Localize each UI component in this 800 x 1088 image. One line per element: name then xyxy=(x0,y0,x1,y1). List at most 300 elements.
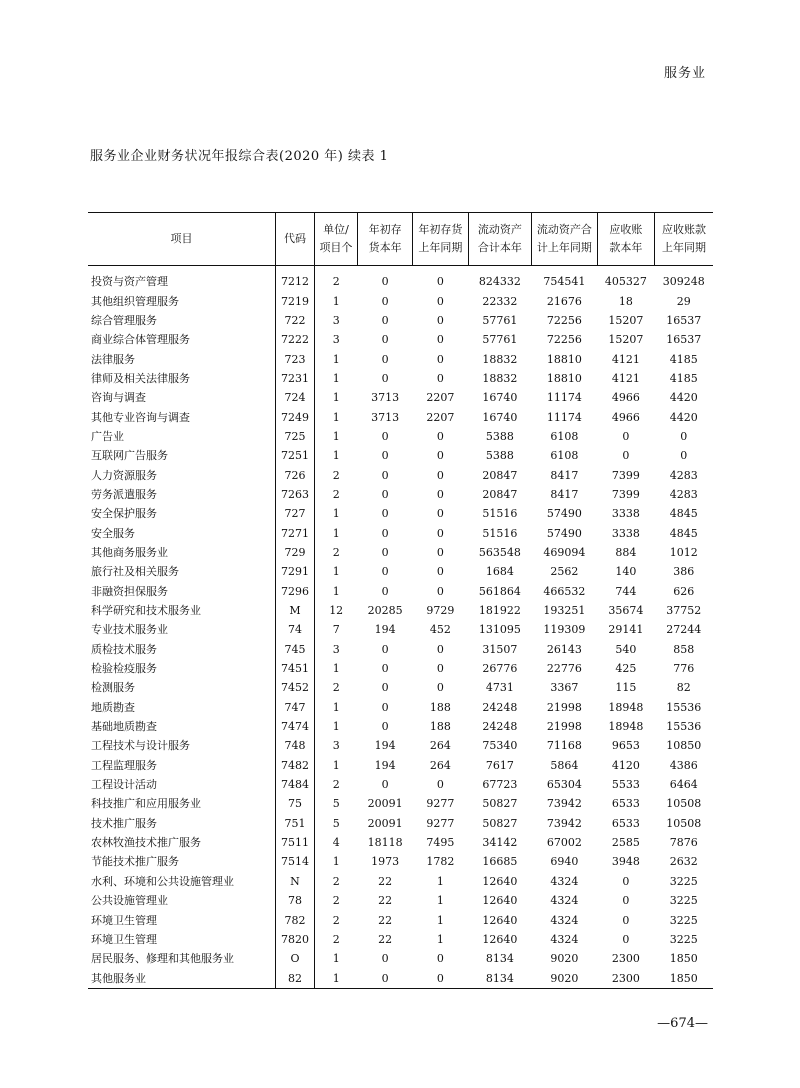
cell-unit-count: 1 xyxy=(314,562,357,581)
table-row xyxy=(88,330,713,349)
cell-inventory-prev: 1 xyxy=(436,913,444,927)
cell-unit-count: 7 xyxy=(314,620,357,639)
cell-inventory-prev: 1 xyxy=(436,894,444,908)
header-inventory-prev xyxy=(413,213,468,266)
cell-code: 78 xyxy=(276,891,315,910)
cell-inventory-prev: 2207 xyxy=(426,410,455,424)
cell-unit-count: 5 xyxy=(314,814,357,833)
cell-unit-count: 1 xyxy=(314,291,357,310)
cell-current-assets-prev: 4324 xyxy=(550,932,579,946)
cell-inventory-prev: 0 xyxy=(436,662,444,676)
cell-current-assets-prev: 57490 xyxy=(546,526,582,540)
cell-code: 7212 xyxy=(276,266,315,292)
cell-current-assets: 12640 xyxy=(482,894,518,908)
financial-table xyxy=(88,212,713,989)
table-row xyxy=(88,968,713,988)
cell-receivables-prev: 7876 xyxy=(669,836,698,850)
cell-unit-count: 5 xyxy=(314,794,357,813)
cell-receivables-prev: 10850 xyxy=(666,739,702,753)
cell-receivables-prev: 15536 xyxy=(666,720,702,734)
table-row xyxy=(88,311,713,330)
cell-inventory-prev: 0 xyxy=(436,313,444,327)
table-row xyxy=(88,930,713,949)
cell-code: 7452 xyxy=(276,678,315,697)
cell-receivables: 3948 xyxy=(611,855,640,869)
cell-item-name: 地质勘查 xyxy=(91,700,135,714)
cell-unit-count: 2 xyxy=(314,910,357,929)
cell-receivables-prev: 4845 xyxy=(669,526,698,540)
header-ca-cur-line1: 流动资产 xyxy=(477,223,522,236)
cell-inventory-prev: 264 xyxy=(429,739,451,753)
header-unit-count xyxy=(314,213,357,266)
cell-current-assets: 5388 xyxy=(485,449,514,463)
table-row xyxy=(88,736,713,755)
table-row xyxy=(88,504,713,523)
cell-receivables-prev: 1850 xyxy=(669,952,698,966)
cell-receivables-prev: 4386 xyxy=(669,758,698,772)
running-head: 服务业 xyxy=(663,66,706,81)
cell-code: M xyxy=(276,601,315,620)
cell-receivables-prev: 1012 xyxy=(669,545,698,559)
cell-current-assets: 7617 xyxy=(485,758,514,772)
header-ca-cur-line2: 合计本年 xyxy=(477,241,522,254)
cell-receivables: 35674 xyxy=(608,604,644,618)
cell-inventory-begin: 1973 xyxy=(371,855,400,869)
cell-inventory-begin: 3713 xyxy=(371,410,400,424)
cell-inventory-prev: 0 xyxy=(436,507,444,521)
cell-current-assets: 51516 xyxy=(482,507,518,521)
cell-receivables-prev: 15536 xyxy=(666,700,702,714)
cell-inventory-begin: 0 xyxy=(381,584,389,598)
cell-current-assets: 18832 xyxy=(482,371,518,385)
cell-receivables: 540 xyxy=(615,642,637,656)
table-header xyxy=(88,213,713,266)
cell-unit-count: 2 xyxy=(314,485,357,504)
cell-current-assets-prev: 18810 xyxy=(546,352,582,366)
cell-inventory-begin: 22 xyxy=(378,874,393,888)
cell-unit-count: 1 xyxy=(314,369,357,388)
cell-code: 7482 xyxy=(276,756,315,775)
header-receivables-prev xyxy=(655,213,713,266)
cell-receivables-prev: 386 xyxy=(673,565,695,579)
cell-inventory-begin: 0 xyxy=(381,507,389,521)
cell-code: 782 xyxy=(276,910,315,929)
cell-inventory-begin: 0 xyxy=(381,526,389,540)
cell-unit-count: 3 xyxy=(314,330,357,349)
cell-unit-count: 3 xyxy=(314,640,357,659)
cell-code: 726 xyxy=(276,465,315,484)
cell-current-assets-prev: 22776 xyxy=(546,662,582,676)
cell-current-assets-prev: 2562 xyxy=(550,565,579,579)
cell-current-assets: 131095 xyxy=(478,623,521,637)
cell-code: 751 xyxy=(276,814,315,833)
table-row xyxy=(88,698,713,717)
cell-item-name: 基础地质勘查 xyxy=(91,720,157,734)
cell-inventory-begin: 20091 xyxy=(367,816,403,830)
table-row xyxy=(88,407,713,426)
cell-inventory-begin: 0 xyxy=(381,468,389,482)
cell-receivables-prev: 626 xyxy=(673,584,695,598)
cell-unit-count: 2 xyxy=(314,266,357,292)
cell-inventory-prev: 188 xyxy=(429,700,451,714)
cell-current-assets-prev: 8417 xyxy=(550,468,579,482)
table-row xyxy=(88,852,713,871)
cell-receivables-prev: 4185 xyxy=(669,352,698,366)
cell-current-assets: 16685 xyxy=(482,855,518,869)
cell-receivables: 5533 xyxy=(611,778,640,792)
cell-current-assets: 4731 xyxy=(485,681,514,695)
financial-table-container xyxy=(88,212,713,989)
cell-current-assets-prev: 8417 xyxy=(550,487,579,501)
cell-unit-count: 1 xyxy=(314,717,357,736)
cell-current-assets: 12640 xyxy=(482,874,518,888)
cell-unit-count: 2 xyxy=(314,678,357,697)
cell-item-name: 节能技术推广服务 xyxy=(91,855,179,869)
cell-inventory-begin: 0 xyxy=(381,371,389,385)
cell-receivables: 140 xyxy=(615,565,637,579)
cell-receivables: 6533 xyxy=(611,797,640,811)
cell-inventory-prev: 264 xyxy=(429,758,451,772)
cell-code: 7219 xyxy=(276,291,315,310)
cell-code: 7474 xyxy=(276,717,315,736)
cell-current-assets: 57761 xyxy=(482,313,518,327)
cell-current-assets: 24248 xyxy=(482,700,518,714)
cell-receivables-prev: 4845 xyxy=(669,507,698,521)
cell-code: 7514 xyxy=(276,852,315,871)
table-row xyxy=(88,659,713,678)
table-row xyxy=(88,620,713,639)
table-row xyxy=(88,794,713,813)
cell-current-assets-prev: 21998 xyxy=(546,700,582,714)
cell-current-assets: 824332 xyxy=(478,275,521,289)
table-row xyxy=(88,949,713,968)
cell-inventory-prev: 1 xyxy=(436,874,444,888)
cell-item-name: 其他组织管理服务 xyxy=(91,294,179,308)
cell-code: 727 xyxy=(276,504,315,523)
cell-current-assets: 20847 xyxy=(482,487,518,501)
cell-code: N xyxy=(276,872,315,891)
cell-inventory-prev: 0 xyxy=(436,778,444,792)
cell-unit-count: 2 xyxy=(314,930,357,949)
cell-item-name: 检测服务 xyxy=(91,681,135,695)
cell-current-assets-prev: 67002 xyxy=(546,836,582,850)
cell-inventory-begin: 22 xyxy=(378,913,393,927)
table-row xyxy=(88,910,713,929)
cell-code: 82 xyxy=(276,968,315,988)
table-row xyxy=(88,833,713,852)
header-ca-prev-line1: 流动资产合 xyxy=(536,223,592,236)
cell-current-assets: 57761 xyxy=(482,333,518,347)
cell-inventory-begin: 0 xyxy=(381,720,389,734)
cell-current-assets-prev: 73942 xyxy=(546,816,582,830)
cell-item-name: 技术推广服务 xyxy=(91,816,157,830)
cell-current-assets-prev: 72256 xyxy=(546,333,582,347)
cell-receivables-prev: 3225 xyxy=(669,874,698,888)
cell-item-name: 质检技术服务 xyxy=(91,642,157,656)
cell-inventory-prev: 1782 xyxy=(426,855,455,869)
cell-inventory-begin: 0 xyxy=(381,681,389,695)
table-row xyxy=(88,523,713,542)
cell-current-assets: 50827 xyxy=(482,797,518,811)
cell-receivables-prev: 4283 xyxy=(669,468,698,482)
cell-inventory-begin: 0 xyxy=(381,545,389,559)
cell-item-name: 其他服务业 xyxy=(91,971,146,985)
cell-unit-count: 1 xyxy=(314,446,357,465)
cell-receivables: 4120 xyxy=(611,758,640,772)
cell-code: 7231 xyxy=(276,369,315,388)
cell-item-name: 科学研究和技术服务业 xyxy=(91,604,201,618)
cell-item-name: 其他商务服务业 xyxy=(91,545,168,559)
cell-item-name: 水利、环境和公共设施管理业 xyxy=(91,874,234,888)
cell-receivables: 744 xyxy=(615,584,637,598)
cell-unit-count: 2 xyxy=(314,775,357,794)
cell-code: 7451 xyxy=(276,659,315,678)
cell-receivables-prev: 0 xyxy=(680,429,688,443)
cell-unit-count: 1 xyxy=(314,852,357,871)
cell-code: 745 xyxy=(276,640,315,659)
cell-receivables-prev: 3225 xyxy=(669,932,698,946)
cell-current-assets-prev: 4324 xyxy=(550,894,579,908)
cell-inventory-prev: 0 xyxy=(436,971,444,985)
cell-inventory-begin: 0 xyxy=(381,275,389,289)
cell-receivables: 18 xyxy=(618,294,633,308)
table-row xyxy=(88,291,713,310)
cell-inventory-begin: 0 xyxy=(381,352,389,366)
cell-current-assets: 8134 xyxy=(485,952,514,966)
cell-current-assets-prev: 57490 xyxy=(546,507,582,521)
cell-code: 7251 xyxy=(276,446,315,465)
cell-receivables: 4121 xyxy=(611,352,640,366)
table-row xyxy=(88,446,713,465)
cell-receivables-prev: 3225 xyxy=(669,894,698,908)
cell-current-assets-prev: 18810 xyxy=(546,371,582,385)
cell-receivables: 2300 xyxy=(611,971,640,985)
cell-inventory-prev: 0 xyxy=(436,429,444,443)
cell-code: 748 xyxy=(276,736,315,755)
header-code-label: 代码 xyxy=(283,232,306,245)
cell-code: 747 xyxy=(276,698,315,717)
cell-current-assets-prev: 11174 xyxy=(546,410,582,424)
cell-inventory-begin: 0 xyxy=(381,971,389,985)
cell-unit-count: 1 xyxy=(314,349,357,368)
cell-inventory-begin: 20285 xyxy=(367,604,403,618)
cell-current-assets: 34142 xyxy=(482,836,518,850)
cell-inventory-prev: 0 xyxy=(436,352,444,366)
cell-code: 729 xyxy=(276,543,315,562)
cell-unit-count: 2 xyxy=(314,465,357,484)
cell-inventory-prev: 9277 xyxy=(426,816,455,830)
cell-receivables-prev: 776 xyxy=(673,662,695,676)
cell-current-assets-prev: 6108 xyxy=(550,449,579,463)
cell-item-name: 人力资源服务 xyxy=(91,468,157,482)
table-row xyxy=(88,678,713,697)
cell-current-assets-prev: 26143 xyxy=(546,642,582,656)
cell-code: 7511 xyxy=(276,833,315,852)
cell-unit-count: 1 xyxy=(314,659,357,678)
cell-current-assets-prev: 469094 xyxy=(543,545,586,559)
cell-code: 7820 xyxy=(276,930,315,949)
cell-unit-count: 4 xyxy=(314,833,357,852)
cell-current-assets-prev: 21998 xyxy=(546,720,582,734)
header-item-label: 项目 xyxy=(170,232,193,245)
cell-item-name: 广告业 xyxy=(91,429,124,443)
cell-item-name: 检验检疫服务 xyxy=(91,662,157,676)
cell-inventory-prev: 0 xyxy=(436,681,444,695)
cell-current-assets: 1684 xyxy=(485,565,514,579)
cell-item-name: 互联网广告服务 xyxy=(91,449,168,463)
cell-inventory-prev: 2207 xyxy=(426,391,455,405)
cell-receivables-prev: 3225 xyxy=(669,913,698,927)
header-inventory-begin xyxy=(357,213,412,266)
header-current-assets xyxy=(468,213,532,266)
table-row xyxy=(88,640,713,659)
cell-receivables: 4966 xyxy=(611,410,640,424)
cell-inventory-prev: 9729 xyxy=(426,604,455,618)
cell-receivables: 7399 xyxy=(611,487,640,501)
cell-item-name: 公共设施管理业 xyxy=(91,894,168,908)
cell-receivables-prev: 16537 xyxy=(666,333,702,347)
cell-code: 722 xyxy=(276,311,315,330)
cell-receivables: 4121 xyxy=(611,371,640,385)
cell-receivables: 0 xyxy=(622,449,630,463)
cell-receivables-prev: 4420 xyxy=(669,410,698,424)
cell-current-assets-prev: 754541 xyxy=(543,275,586,289)
cell-receivables: 18948 xyxy=(608,720,644,734)
cell-current-assets-prev: 65304 xyxy=(546,778,582,792)
cell-receivables: 405327 xyxy=(604,275,647,289)
header-ar-prev-line2: 上年同期 xyxy=(662,241,707,254)
cell-current-assets: 22332 xyxy=(482,294,518,308)
table-row xyxy=(88,775,713,794)
cell-current-assets: 18832 xyxy=(482,352,518,366)
cell-code: 7291 xyxy=(276,562,315,581)
header-row xyxy=(88,213,713,266)
cell-item-name: 专业技术服务业 xyxy=(91,623,168,637)
cell-unit-count: 2 xyxy=(314,891,357,910)
cell-code: 7296 xyxy=(276,582,315,601)
cell-inventory-begin: 18118 xyxy=(367,836,403,850)
cell-unit-count: 1 xyxy=(314,968,357,988)
cell-receivables: 4966 xyxy=(611,391,640,405)
cell-item-name: 咨询与调查 xyxy=(91,391,146,405)
cell-inventory-prev: 0 xyxy=(436,584,444,598)
cell-item-name: 工程监理服务 xyxy=(91,758,157,772)
cell-item-name: 工程技术与设计服务 xyxy=(91,739,190,753)
header-code xyxy=(276,213,315,266)
cell-code: 723 xyxy=(276,349,315,368)
cell-receivables-prev: 29 xyxy=(676,294,691,308)
cell-receivables: 0 xyxy=(622,894,630,908)
cell-unit-count: 12 xyxy=(314,601,357,620)
table-row xyxy=(88,814,713,833)
cell-receivables: 3338 xyxy=(611,507,640,521)
header-ar-prev-line1: 应收账款 xyxy=(662,223,707,236)
table-row xyxy=(88,427,713,446)
cell-item-name: 法律服务 xyxy=(91,352,135,366)
cell-current-assets: 20847 xyxy=(482,468,518,482)
cell-item-name: 非融资担保服务 xyxy=(91,584,168,598)
cell-inventory-begin: 22 xyxy=(378,894,393,908)
table-row xyxy=(88,562,713,581)
cell-current-assets: 31507 xyxy=(482,642,518,656)
cell-receivables-prev: 2632 xyxy=(669,855,698,869)
cell-current-assets: 16740 xyxy=(482,391,518,405)
cell-unit-count: 1 xyxy=(314,582,357,601)
cell-unit-count: 2 xyxy=(314,543,357,562)
cell-item-name: 环境卫生管理 xyxy=(91,932,157,946)
cell-current-assets-prev: 3367 xyxy=(550,681,579,695)
cell-receivables: 884 xyxy=(615,545,637,559)
cell-unit-count: 1 xyxy=(314,949,357,968)
cell-receivables: 0 xyxy=(622,932,630,946)
cell-receivables: 425 xyxy=(615,662,637,676)
table-row xyxy=(88,369,713,388)
cell-current-assets: 51516 xyxy=(482,526,518,540)
cell-inventory-prev: 7495 xyxy=(426,836,455,850)
table-row xyxy=(88,388,713,407)
cell-receivables-prev: 16537 xyxy=(666,313,702,327)
cell-item-name: 安全保护服务 xyxy=(91,507,157,521)
cell-inventory-begin: 20091 xyxy=(367,797,403,811)
cell-code: 725 xyxy=(276,427,315,446)
cell-inventory-prev: 0 xyxy=(436,487,444,501)
cell-current-assets: 50827 xyxy=(482,816,518,830)
cell-inventory-prev: 0 xyxy=(436,449,444,463)
cell-receivables-prev: 0 xyxy=(680,449,688,463)
cell-receivables-prev: 4420 xyxy=(669,391,698,405)
cell-current-assets: 181922 xyxy=(478,604,521,618)
cell-unit-count: 1 xyxy=(314,388,357,407)
cell-receivables-prev: 309248 xyxy=(662,275,705,289)
cell-item-name: 科技推广和应用服务业 xyxy=(91,797,201,811)
cell-current-assets-prev: 4324 xyxy=(550,874,579,888)
cell-current-assets-prev: 73942 xyxy=(546,797,582,811)
cell-receivables: 0 xyxy=(622,429,630,443)
table-row xyxy=(88,485,713,504)
cell-receivables: 15207 xyxy=(608,333,644,347)
cell-inventory-begin: 194 xyxy=(374,758,396,772)
cell-receivables: 115 xyxy=(615,681,637,695)
cell-inventory-begin: 0 xyxy=(381,662,389,676)
cell-receivables-prev: 10508 xyxy=(666,797,702,811)
cell-code: 7263 xyxy=(276,485,315,504)
cell-code: 74 xyxy=(276,620,315,639)
cell-item-name: 环境卫生管理 xyxy=(91,913,157,927)
cell-current-assets: 12640 xyxy=(482,932,518,946)
cell-receivables: 29141 xyxy=(608,623,644,637)
cell-code: 7249 xyxy=(276,407,315,426)
cell-receivables: 2585 xyxy=(611,836,640,850)
header-unit-line2: 项目个 xyxy=(319,241,353,254)
cell-current-assets-prev: 72256 xyxy=(546,313,582,327)
cell-current-assets-prev: 11174 xyxy=(546,391,582,405)
cell-inventory-prev: 1 xyxy=(436,932,444,946)
cell-inventory-prev: 452 xyxy=(429,623,451,637)
cell-receivables-prev: 4185 xyxy=(669,371,698,385)
cell-current-assets-prev: 466532 xyxy=(543,584,586,598)
cell-inventory-prev: 0 xyxy=(436,294,444,308)
cell-inventory-begin: 0 xyxy=(381,429,389,443)
cell-code: 75 xyxy=(276,794,315,813)
cell-inventory-begin: 22 xyxy=(378,932,393,946)
cell-current-assets: 26776 xyxy=(482,662,518,676)
cell-unit-count: 1 xyxy=(314,504,357,523)
cell-inventory-begin: 0 xyxy=(381,778,389,792)
header-ar-cur-line2: 款本年 xyxy=(609,241,643,254)
cell-current-assets: 67723 xyxy=(482,778,518,792)
header-inv-prev-line2: 上年同期 xyxy=(418,241,463,254)
table-row xyxy=(88,601,713,620)
